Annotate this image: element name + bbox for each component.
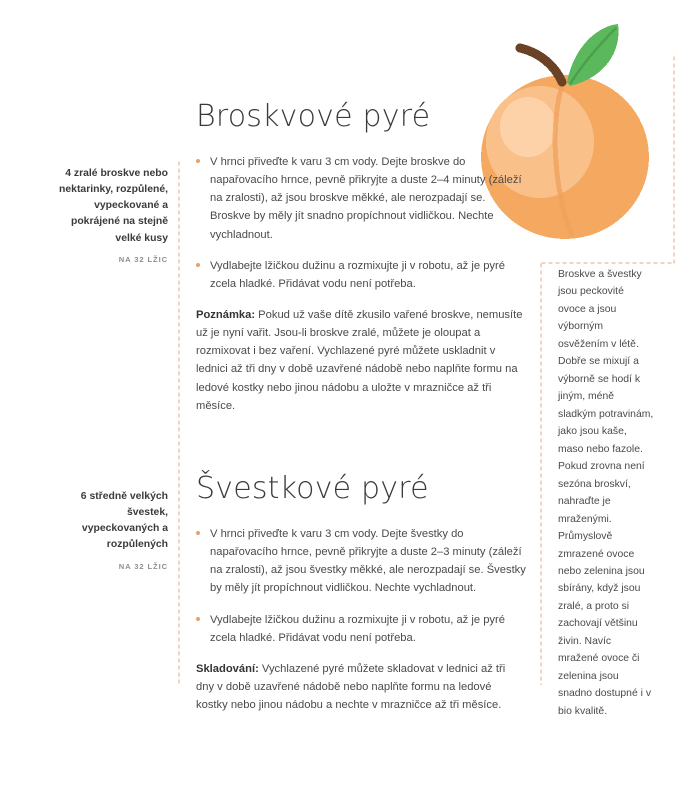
- main-content-column: [196, 100, 526, 725]
- list-item: [196, 153, 526, 244]
- note-text: Vychlazené pyré můžete skladovat v lednici až tři dny v době uzavřené nádobě nebo naplňte formu na ledové kostky nebo jinou nádobu a nechte v mrazničce až tři měsíce.: [196, 662, 506, 712]
- step-list: [196, 525, 526, 647]
- bullet-icon: [196, 617, 200, 621]
- section-divider-space: [196, 426, 526, 472]
- step-text: V hrnci přiveďte k varu 3 cm vody. Dejte švestky do napařovacího hrnce, pevně přikryjte a duste 2–3 minuty (záleží na zralosti), až jsou švestky měkké, ale nerozpadají se. Švestky by měly jít propíchnout vidličkou. Nechte vychladnout.: [210, 528, 526, 595]
- step-list: [196, 153, 526, 293]
- ingredient-text: 4 zralé broskve nebo nektarinky, rozpůlené, vypeckované a pokrájené na stejně velké kusy: [59, 168, 168, 244]
- step-text: V hrnci přiveďte k varu 3 cm vody. Dejte broskve do napařovacího hrnce, pevně přikryjte a duste 2–4 minuty (záleží na zralosti), až jsou broskve měkké, ale nerozpadají se. Broskve by měly jít snadno propíchnout vidličkou. Nechte vychladnout.: [210, 156, 522, 241]
- top-right-dotted-rule: [540, 262, 675, 264]
- note-text: Pokud už vaše dítě zkusilo vařené broskve, nemusíte už je nyní vařit. Jsou-li broskve zralé, můžete je oloupat a rozmixovat i bez vaření. Vychlazené pyré můžete uskladnit v lednici až tři dny v době uzavřené nádobě nebo naplňte formu na ledové kostky nebo jinou nádobu a uložte v mrazničce až tři měsíce.: [196, 308, 523, 412]
- step-text: Vydlabejte lžičkou dužinu a rozmixujte ji v robotu, až je pyré zcela hladké. Přidávat vodu není potřeba.: [210, 613, 505, 644]
- ingredient-yield: NA 32 LŽIC: [118, 254, 168, 264]
- list-item: [196, 611, 526, 647]
- bullet-icon: [196, 531, 200, 535]
- step-text: Vydlabejte lžičkou dužinu a rozmixujte ji v robotu, až je pyré zcela hladké. Přidávat vodu není potřeba.: [210, 259, 505, 290]
- recipe-section-peach: [196, 100, 526, 415]
- right-dotted-rule: [540, 262, 542, 685]
- note-label: Poznámka:: [196, 308, 256, 321]
- recipe-title: Švestkové pyré: [196, 471, 429, 507]
- left-dotted-rule: [178, 160, 180, 685]
- ingredient-note-plum: [48, 489, 168, 571]
- ingredient-note-peach: [48, 166, 168, 264]
- recipe-note: [196, 660, 526, 714]
- ingredient-text: 6 středně velkých švestek, vypeckovaných a rozpůlených: [80, 491, 168, 551]
- side-note: Broskve a švestky jsou peckovité ovoce a jsou výborným osvěžením v létě. Dobře se mixují a výborně se hodí k jiným, méně sladkým potravinám, jako jsou kaše, maso nebo fazole. Pokud zrovna není sezóna broskví, nahraďte je mraženými. Průmyslově zmrazené ovoce nebo zelenina jsou sbírány, když jsou zralé, a proto si zachovají většinu živin. Navíc mražené ovoce či zelenina jsou snadno dostupné i v bio kvalitě.: [558, 269, 654, 717]
- recipe-title: Broskvové pyré: [196, 99, 431, 134]
- ingredient-yield: NA 32 LŽIC: [118, 561, 168, 571]
- recipe-note: [196, 306, 526, 415]
- bullet-icon: [196, 263, 200, 267]
- recipe-section-plum: [196, 472, 526, 714]
- note-label: Skladování:: [196, 662, 259, 675]
- bullet-icon: [196, 159, 200, 163]
- list-item: [196, 257, 526, 293]
- list-item: [196, 525, 526, 598]
